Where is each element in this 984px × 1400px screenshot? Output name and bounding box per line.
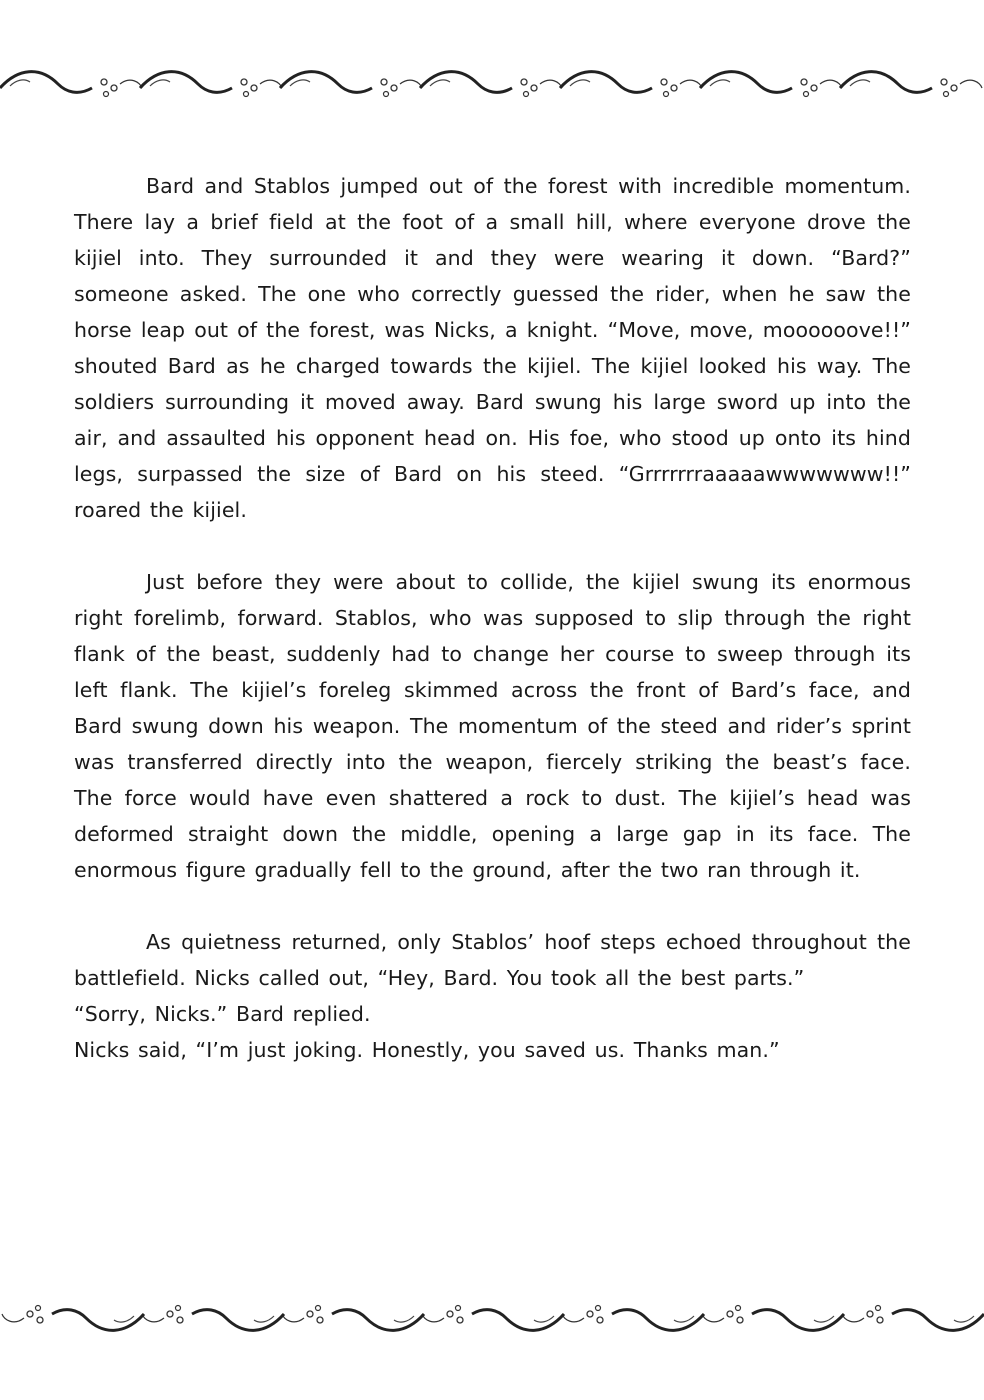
- dialogue-line-thanks: Nicks said, “I’m just joking. Honestly, you saved us. Thanks man.”: [74, 1038, 780, 1062]
- paragraph-3-line-2: battlefield. Nicks called out, “Hey, Bard. You took all the best parts.”: [74, 966, 805, 990]
- top-ornamental-border: [0, 58, 984, 118]
- bottom-ornamental-border: [0, 1284, 984, 1344]
- top-vine-pattern: [0, 72, 982, 97]
- paragraph-3: [74, 924, 911, 1068]
- paragraph-2: Just before they were about to collide, the kijiel swung its enormous right forelimb, forward. Stablos, who was supposed to slip through the right flank of the beast, suddenly had to change her course to sweep through its left flank. The kijiel’s foreleg skimmed across the front of Bard’s face, and Bard swung down his weapon. The momentum of the steed and rider’s sprint was transferred directly into the weapon, fiercely striking the beast’s face. The force would have even shattered a rock to dust. The kijiel’s head was deformed straight down the middle, opening a large gap in its face. The enormous figure gradually fell to the ground, after the two ran through it.: [74, 570, 911, 882]
- story-text: [74, 168, 911, 1068]
- dialogue-line-sorry: “Sorry, Nicks.” Bard replied.: [74, 1002, 371, 1026]
- paragraph-3-line-1: As quietness returned, only Stablos’ hoof steps echoed throughout the: [146, 930, 911, 954]
- paragraph-1: Bard and Stablos jumped out of the forest with incredible momentum. There lay a brief field at the foot of a small hill, where everyone drove the kijiel into. They surrounded it and they were wearing it down. “Bard?” someone asked. The one who correctly guessed the rider, when he saw the horse leap out of the forest, was Nicks, a knight. “Move, move, moooooove!!” shouted Bard as he charged towards the kijiel. The kijiel looked his way. The soldiers surrounding it moved away. Bard swung his large sword up into the air, and assaulted his opponent head on. His foe, who stood up onto its hind legs, surpassed the size of Bard on his steed. “Grrrrrrraaaaawwwwwww!!” roared the kijiel.: [74, 174, 911, 522]
- bottom-vine-pattern: [2, 1306, 984, 1331]
